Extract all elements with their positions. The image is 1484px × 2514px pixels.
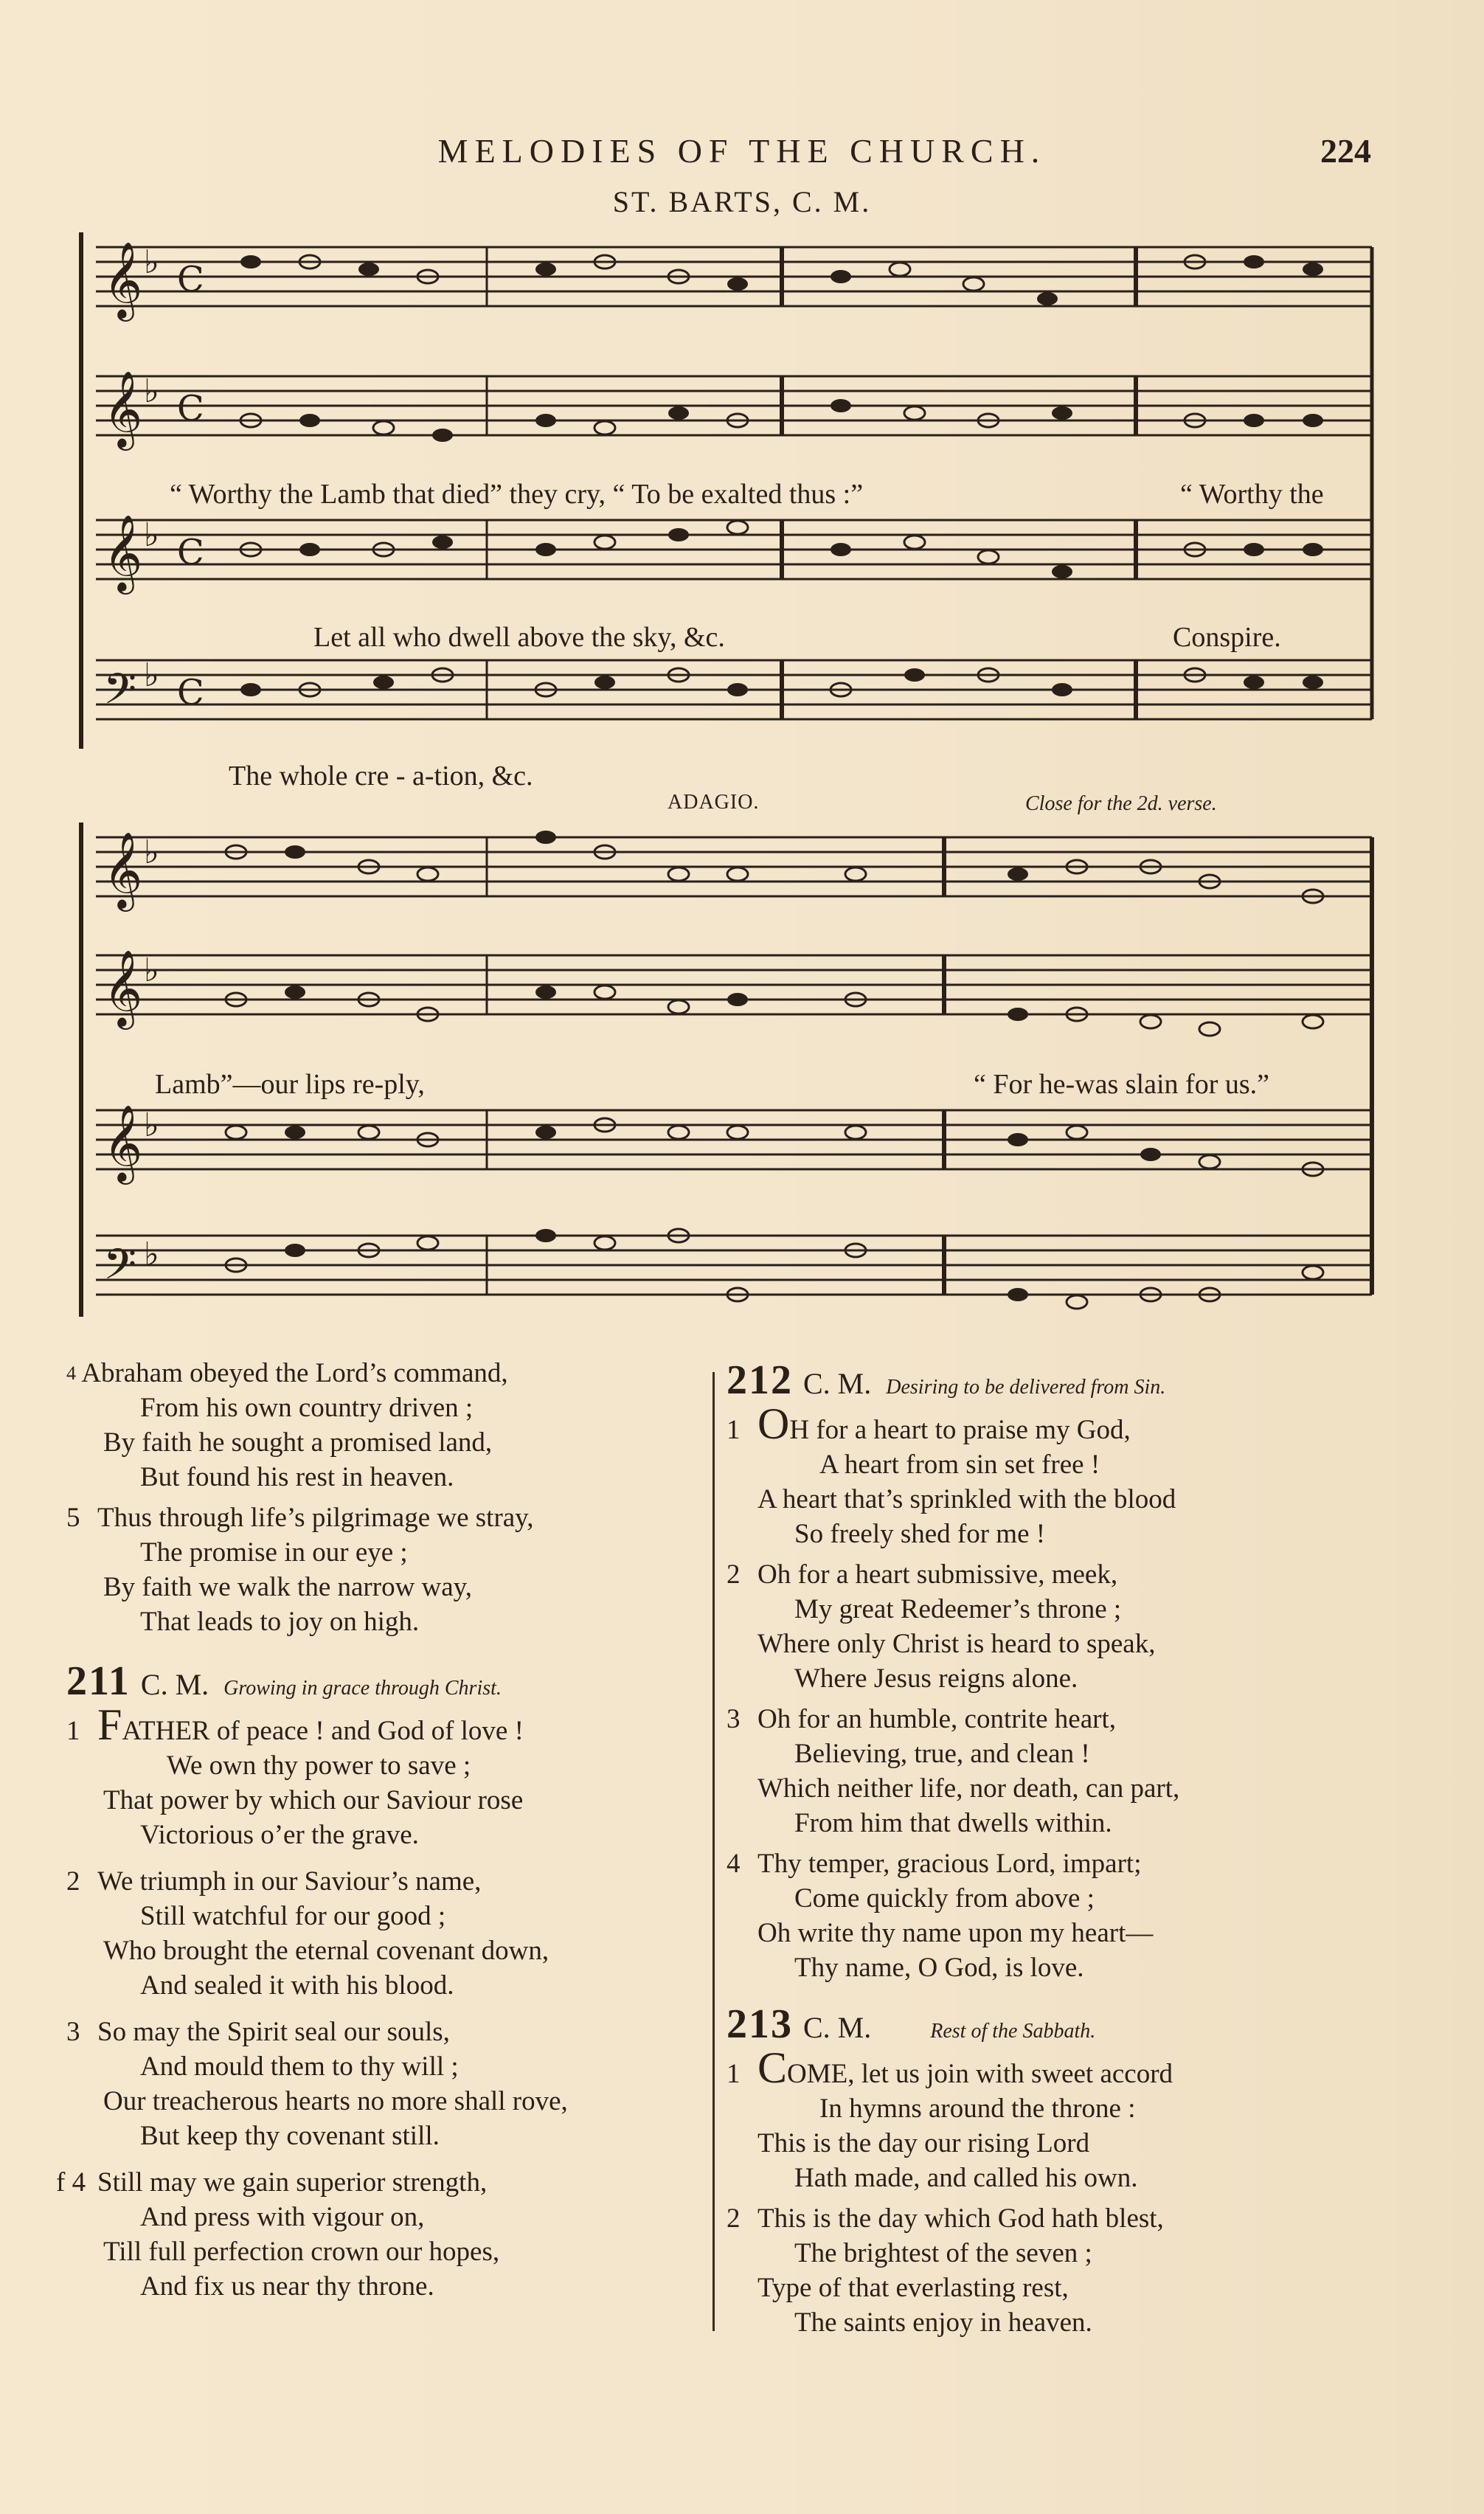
verse-line: Victorious o’er the grave. xyxy=(140,1820,419,1850)
score-lyric: The whole cre - a-tion, &c. xyxy=(229,761,533,792)
verse-line: But keep thy covenant still. xyxy=(140,2121,440,2151)
svg-text:𝄞: 𝄞 xyxy=(103,241,143,319)
svg-text:𝄞: 𝄞 xyxy=(103,514,143,592)
verse-line: So freely shed for me ! xyxy=(794,1519,1046,1549)
running-title: MELODIES OF THE CHURCH. xyxy=(437,132,1047,170)
stanza-number: 2 xyxy=(66,1866,80,1897)
stanza xyxy=(727,1702,1376,1841)
tempo-marking: ADAGIO. xyxy=(668,791,760,814)
stanza xyxy=(727,1557,1376,1696)
stanza-number: 3 xyxy=(727,1704,741,1734)
verse-line: Type of that everlasting rest, xyxy=(757,2273,1069,2303)
verse-line: We triumph in our Saviour’s name, xyxy=(97,1866,482,1897)
stanza xyxy=(66,2015,708,2153)
drop-cap: O xyxy=(757,1399,790,1448)
stanza-number: 2 xyxy=(727,1559,741,1590)
verse-line: So may the Spirit seal our souls, xyxy=(97,2017,450,2047)
stanza-number: 5 xyxy=(66,1503,80,1533)
verse-line: And mould them to thy will ; xyxy=(140,2051,459,2082)
verse-line: Oh for a heart submissive, meek, xyxy=(757,1559,1118,1590)
hymn-meter: C. M. xyxy=(803,2011,872,2044)
score-lyric: Lamb”—our lips re-ply, xyxy=(155,1069,425,1100)
svg-text:C: C xyxy=(177,672,204,713)
svg-text:♭: ♭ xyxy=(144,952,159,989)
verse-line: And fix us near thy throne. xyxy=(140,2271,434,2302)
tune-title: ST. BARTS, C. M. xyxy=(612,185,872,218)
score-lyric: “ For he-was slain for us.” xyxy=(974,1069,1270,1100)
stanza xyxy=(66,1700,708,1852)
stanza-number: f 4 xyxy=(56,2167,86,2198)
column-divider xyxy=(712,1372,715,2331)
verse-line: Abraham obeyed the Lord’s command, xyxy=(81,1358,508,1388)
verse-line: Hath made, and called his own. xyxy=(794,2163,1138,2193)
hymn-meter: C. M. xyxy=(803,1367,872,1400)
hymn-heading xyxy=(66,1658,708,1706)
svg-text:♭: ♭ xyxy=(144,1236,159,1273)
hymn-subject: Desiring to be delivered from Sin. xyxy=(886,1376,1166,1399)
staff-8 xyxy=(96,1236,1372,1295)
stanza xyxy=(56,2165,708,2304)
svg-text:𝄢: 𝄢 xyxy=(103,1239,137,1300)
verse-line: The brightest of the seven ; xyxy=(794,2238,1092,2268)
drop-cap: F xyxy=(97,1700,122,1749)
verse-line: A heart from sin set free ! xyxy=(819,1450,1100,1480)
verse-line: This is the day our rising Lord xyxy=(757,2128,1090,2158)
stanza-number: 1 xyxy=(727,1415,741,1445)
stanza-number: 1 xyxy=(727,2059,741,2089)
verse-line: Still watchful for our good ; xyxy=(140,1901,446,1931)
svg-text:𝄞: 𝄞 xyxy=(103,949,143,1027)
stanza-number: 3 xyxy=(66,2017,80,2047)
svg-text:𝄞: 𝄞 xyxy=(103,831,143,909)
svg-text:C: C xyxy=(177,532,204,573)
hymn-number: 213 xyxy=(727,2001,793,2047)
verse-line: The promise in our eye ; xyxy=(140,1537,408,1568)
verse-line: Believing, true, and clean ! xyxy=(794,1739,1090,1769)
verse-line: Thus through life’s pilgrimage we stray, xyxy=(97,1503,534,1533)
verse-line: Thy name, O God, is love. xyxy=(794,1953,1084,1983)
verse-line: That power by which our Saviour rose xyxy=(103,1785,524,1815)
svg-text:♭: ♭ xyxy=(144,1107,159,1144)
verse-line: Oh for an humble, contrite heart, xyxy=(757,1704,1116,1734)
svg-text:♭: ♭ xyxy=(144,373,159,410)
stanza-number: 4 xyxy=(727,1849,741,1879)
verse-line: H for a heart to praise my God, xyxy=(789,1415,1131,1445)
svg-text:𝄞: 𝄞 xyxy=(103,370,143,448)
verse-line: Who brought the eternal covenant down, xyxy=(103,1936,549,1966)
svg-text:♭: ♭ xyxy=(144,516,159,554)
stanza-number: 2 xyxy=(727,2203,741,2234)
verse-line: My great Redeemer’s throne ; xyxy=(794,1594,1122,1624)
stanza xyxy=(727,2201,1376,2340)
svg-text:𝄞: 𝄞 xyxy=(103,1104,143,1182)
verse-line: Where Jesus reigns alone. xyxy=(794,1663,1078,1694)
verse-line: But found his rest in heaven. xyxy=(140,1462,454,1492)
verse-line: This is the day which God hath blest, xyxy=(757,2203,1164,2234)
verse-line: Where only Christ is heard to speak, xyxy=(757,1629,1156,1659)
verse-line: Come quickly from above ; xyxy=(794,1883,1095,1914)
staff-3 xyxy=(96,520,1372,579)
drop-cap: C xyxy=(757,2043,788,2092)
svg-text:♭: ♭ xyxy=(144,657,159,694)
stanza-number: 4 xyxy=(66,1362,76,1384)
verse-line: In hymns around the throne : xyxy=(819,2094,1136,2124)
hymn-subject: Growing in grace through Christ. xyxy=(223,1677,502,1700)
svg-text:𝄢: 𝄢 xyxy=(103,664,137,724)
svg-text:C: C xyxy=(177,388,204,429)
staff-1 xyxy=(96,247,1372,306)
verse-line: Till full perfection crown our hopes, xyxy=(103,2237,500,2267)
score-lyric: Let all who dwell above the sky, &c. xyxy=(313,622,725,653)
verse-line: OME, let us join with sweet accord xyxy=(787,2059,1173,2089)
verse-line: That leads to joy on high. xyxy=(140,1607,420,1637)
verse-line: Which neither life, nor death, can part, xyxy=(757,1773,1180,1804)
verse-line: Still may we gain superior strength, xyxy=(97,2167,488,2198)
close-note: Close for the 2d. verse. xyxy=(1025,792,1217,815)
hymn-heading xyxy=(727,1357,1376,1405)
verse-line: From his own country driven ; xyxy=(140,1393,474,1423)
verse-line: Thy temper, gracious Lord, impart; xyxy=(757,1849,1142,1879)
stanza xyxy=(727,2043,1376,2195)
staff-7 xyxy=(96,1110,1372,1169)
stanza xyxy=(66,1864,708,2003)
left-column xyxy=(56,1356,708,2304)
stanza xyxy=(66,1500,708,1639)
svg-text:♭: ♭ xyxy=(144,834,159,871)
score-lyric: Conspire. xyxy=(1173,622,1281,653)
score-lyric: “ Worthy the xyxy=(1180,479,1324,510)
hymn-number: 212 xyxy=(727,1357,793,1403)
hymn-meter: C. M. xyxy=(140,1668,209,1701)
hymn-number: 211 xyxy=(66,1658,131,1704)
hymn-heading xyxy=(727,2001,1376,2049)
verse-line: Oh write thy name upon my heart— xyxy=(757,1918,1154,1948)
verse-line: And press with vigour on, xyxy=(140,2202,425,2232)
verse-line: We own thy power to save ; xyxy=(167,1751,471,1781)
page-number: 224 xyxy=(1320,132,1371,170)
hymn-subject: Rest of the Sabbath. xyxy=(930,2020,1096,2043)
verse-line: ATHER of peace ! and God of love ! xyxy=(122,1716,524,1746)
verse-line: A heart that’s sprinkled with the blood xyxy=(757,1484,1176,1514)
verse-line: And sealed it with his blood. xyxy=(140,1970,454,2001)
verse-line: By faith he sought a promised land, xyxy=(103,1427,493,1458)
stanza xyxy=(727,1399,1376,1551)
svg-text:♭: ♭ xyxy=(144,243,159,281)
svg-text:C: C xyxy=(177,259,204,300)
verse-line: From him that dwells within. xyxy=(794,1808,1112,1838)
staff-5 xyxy=(96,837,1372,896)
score-lyric: “ Worthy the Lamb that died” they cry, “ To be exalted thus :” xyxy=(170,479,864,510)
verse-line: Our treacherous hearts no more shall rove, xyxy=(103,2086,568,2116)
verse-line: The saints enjoy in heaven. xyxy=(794,2307,1092,2338)
stanza xyxy=(66,1356,708,1495)
right-column xyxy=(727,1357,1376,2340)
stanza xyxy=(727,1846,1376,1985)
verse-line: By faith we walk the narrow way, xyxy=(103,1572,473,1602)
stanza-number: 1 xyxy=(66,1716,80,1746)
